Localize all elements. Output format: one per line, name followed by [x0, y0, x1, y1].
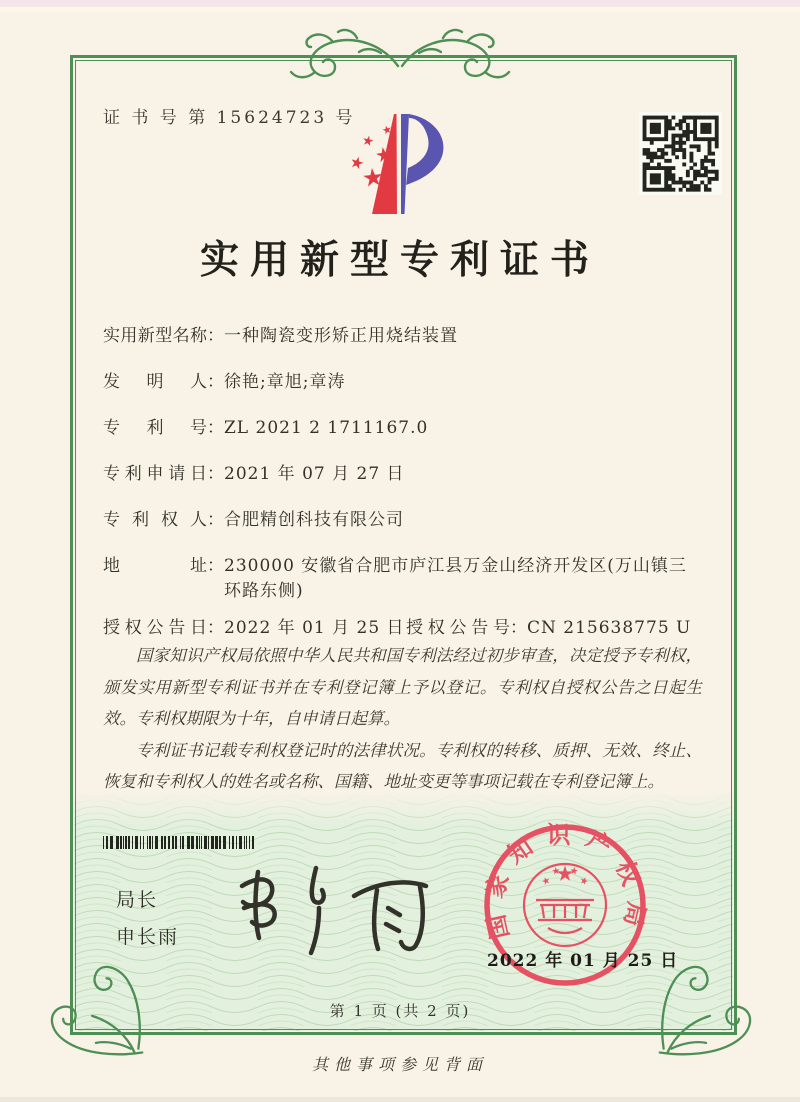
- svg-text:国家知识产权局: [478, 820, 652, 942]
- field-label: 实用新型名称: [103, 326, 207, 346]
- field-value: 230000 安徽省合肥市庐江县万金山经济开发区(万山镇三环路东侧): [224, 556, 687, 601]
- scan-edge-top-2: [0, 7, 800, 12]
- back-note: 其他事项参见背面: [311, 1055, 488, 1074]
- page-number: 第 1 页 (共 2 页): [329, 1002, 471, 1020]
- signer-title: 局长: [116, 889, 159, 911]
- field-row-filing-date: [103, 462, 701, 487]
- field-row-address: [103, 554, 701, 604]
- fields-block: [103, 324, 701, 662]
- qr-code: [639, 112, 722, 195]
- field-value: 2021 年 07 月 27 日: [224, 464, 405, 484]
- field-colon: ：: [207, 510, 224, 530]
- field-value: 2022 年 01 月 25 日: [224, 618, 405, 638]
- field-label: 专利权人: [103, 510, 207, 530]
- seal-date: 2022 年 01 月 25 日: [487, 951, 679, 971]
- field-row-inventors: [103, 370, 701, 395]
- paragraph-register-statement: 专利证书记载专利权登记时的法律状况。专利权的转移、质押、无效、终止、恢复和专利权人的姓名或名称、国籍、地址变更等事项记载在专利登记簿上。: [103, 740, 702, 791]
- field-colon: ：: [207, 618, 224, 638]
- field-colon: ：: [510, 618, 527, 638]
- field-label: 专利号: [103, 418, 207, 438]
- field-label: 授权公告号: [406, 618, 510, 638]
- field-colon: ：: [207, 372, 224, 392]
- field-value: CN 215638775 U: [527, 618, 692, 638]
- scan-edge-top: [0, 0, 800, 7]
- field-colon: ：: [207, 464, 224, 484]
- seal-text: 国家知识产权局: [478, 820, 652, 942]
- certificate-title: 实用新型专利证书: [199, 237, 600, 283]
- field-label: 发明人: [103, 372, 207, 392]
- field-row-patentee: [103, 508, 701, 533]
- signer-block: [116, 882, 179, 956]
- cnipa-logo-icon: [330, 110, 470, 222]
- signer-name: 申长雨: [116, 926, 180, 948]
- field-colon: ：: [207, 556, 224, 576]
- field-row-name: [103, 324, 701, 349]
- field-value: 一种陶瓷变形矫正用烧结装置: [224, 326, 458, 346]
- field-colon: ：: [207, 418, 224, 438]
- field-label: 专利申请日: [103, 464, 207, 484]
- certificate-number: 证 书 号 第 15624723 号: [103, 108, 356, 128]
- field-value: 合肥精创科技有限公司: [224, 510, 404, 530]
- barcode: [103, 836, 256, 849]
- legal-paragraphs: [103, 640, 702, 798]
- dragon-ornament-icon: [285, 26, 515, 86]
- signature: [228, 856, 438, 961]
- field-value: ZL 2021 2 1711167.0: [224, 418, 429, 438]
- field-row-grant: [103, 616, 701, 641]
- scan-edge-bottom: [0, 1097, 800, 1102]
- paragraph-grant-statement: 国家知识产权局依照中华人民共和国专利法经过初步审查，决定授予专利权，颁发实用新型专利证书并在专利登记簿上予以登记。专利权自授权公告之日起生效。专利权期限为十年，自申请日起算。: [103, 646, 702, 728]
- field-colon: ：: [207, 326, 224, 346]
- field-label: 授权公告日: [103, 618, 207, 638]
- field-label: 地址: [103, 556, 207, 576]
- field-row-patent-no: [103, 416, 701, 441]
- official-seal: [470, 810, 660, 1000]
- field-value: 徐艳;章旭;章涛: [224, 372, 346, 392]
